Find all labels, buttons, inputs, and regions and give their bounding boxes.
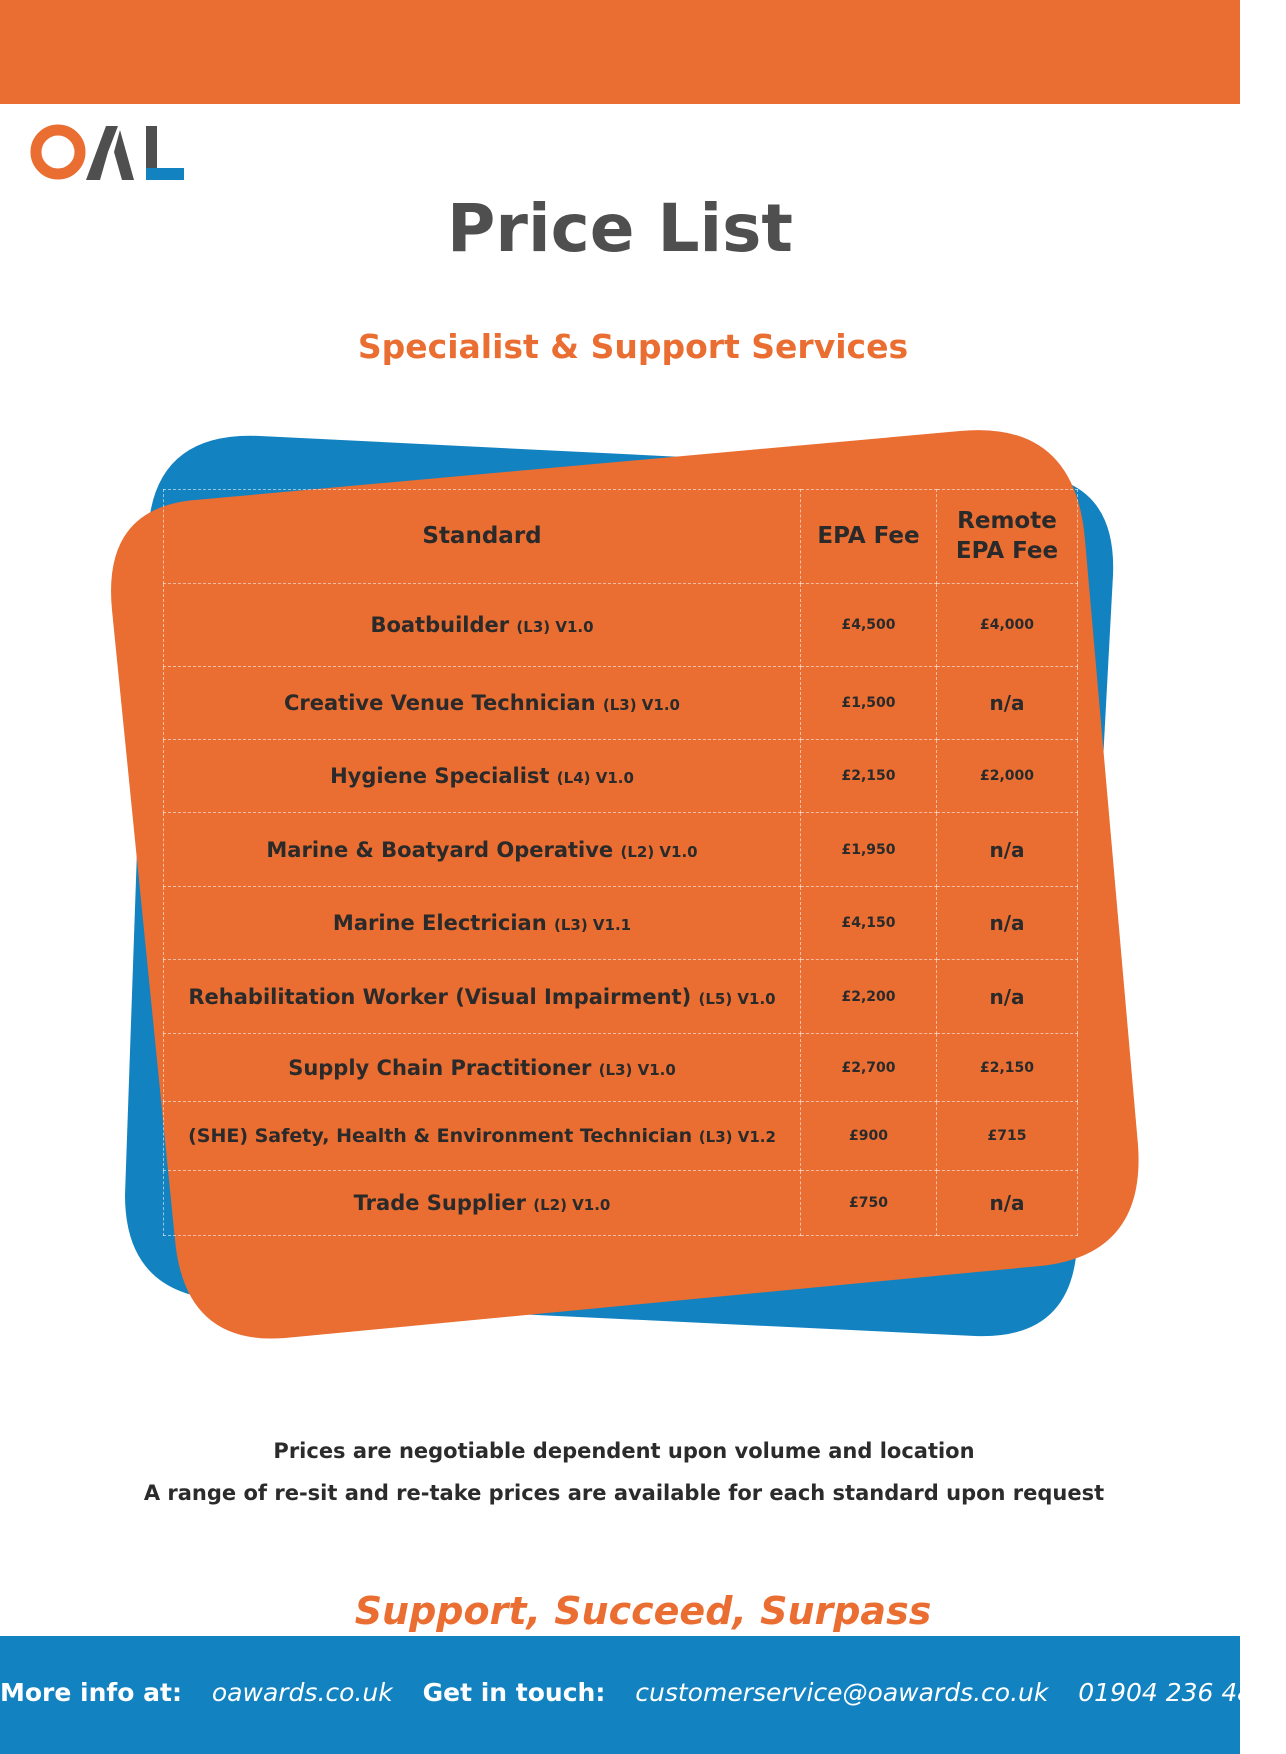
standard-name: Hygiene Specialist bbox=[330, 764, 550, 788]
table-row bbox=[164, 667, 1078, 740]
epa-fee-cell: £4,150 bbox=[801, 887, 937, 960]
table-row bbox=[164, 584, 1078, 667]
standard-cell bbox=[164, 1102, 801, 1171]
standard-name: (SHE) Safety, Health & Environment Technician bbox=[188, 1125, 693, 1147]
remote-fee-cell: n/a bbox=[937, 887, 1078, 960]
footer-info-label: More info at: bbox=[0, 1678, 182, 1707]
standard-level: (L2) V1.0 bbox=[533, 1196, 611, 1214]
remote-fee-cell: n/a bbox=[937, 813, 1078, 887]
epa-fee-cell: £1,950 bbox=[801, 813, 937, 887]
remote-fee-cell: £715 bbox=[937, 1102, 1078, 1171]
table-row bbox=[164, 740, 1078, 813]
standard-level: (L4) V1.0 bbox=[556, 769, 634, 787]
epa-fee-cell: £750 bbox=[801, 1171, 937, 1236]
note-negotiable: Prices are negotiable dependent upon volume and location bbox=[273, 1439, 975, 1463]
standard-level: (L5) V1.0 bbox=[698, 989, 776, 1008]
footer-email-link[interactable]: customerservice@oawards.co.uk bbox=[635, 1678, 1049, 1707]
standard-name: Marine & Boatyard Operative bbox=[266, 837, 614, 862]
page-subtitle: Specialist & Support Services bbox=[357, 327, 909, 366]
epa-fee-cell: £4,500 bbox=[801, 584, 937, 667]
epa-fee-cell: £1,500 bbox=[801, 667, 937, 740]
standard-cell bbox=[164, 960, 801, 1034]
epa-fee-cell: £2,700 bbox=[801, 1034, 937, 1102]
standard-cell bbox=[164, 740, 801, 813]
standard-cell bbox=[164, 1034, 801, 1102]
footer-contact-label: Get in touch: bbox=[422, 1678, 606, 1707]
standard-cell bbox=[164, 813, 801, 887]
remote-fee-cell: n/a bbox=[937, 1171, 1078, 1236]
standard-name: Trade Supplier bbox=[353, 1191, 526, 1215]
remote-fee-cell: £4,000 bbox=[937, 584, 1078, 667]
column-header-epa-fee: EPA Fee bbox=[801, 490, 937, 584]
footer-phone[interactable]: 01904 236 483 bbox=[1078, 1678, 1270, 1707]
standard-level: (L2) V1.0 bbox=[620, 842, 698, 861]
standard-name: Supply Chain Practitioner bbox=[288, 1055, 592, 1080]
table-header-row bbox=[164, 490, 1078, 584]
standard-cell bbox=[164, 667, 801, 740]
standard-cell bbox=[164, 584, 801, 667]
standard-level: (L3) V1.2 bbox=[698, 1128, 776, 1146]
epa-fee-cell: £900 bbox=[801, 1102, 937, 1171]
note-resit: A range of re-sit and re-take prices are available for each standard upon request bbox=[143, 1481, 1105, 1505]
table-row bbox=[164, 1034, 1078, 1102]
footer-contact-line bbox=[0, 1678, 1270, 1707]
standard-level: (L3) V1.1 bbox=[553, 916, 632, 934]
remote-fee-cell: n/a bbox=[937, 667, 1078, 740]
standard-name: Boatbuilder bbox=[370, 613, 510, 637]
price-table bbox=[163, 489, 1078, 1236]
footer-banner bbox=[0, 1636, 1270, 1754]
standard-cell bbox=[164, 887, 801, 960]
standard-level: (L3) V1.0 bbox=[602, 696, 680, 714]
epa-fee-cell: £2,150 bbox=[801, 740, 937, 813]
remote-fee-cell: £2,000 bbox=[937, 740, 1078, 813]
remote-fee-cell: £2,150 bbox=[937, 1034, 1078, 1102]
epa-fee-cell: £2,200 bbox=[801, 960, 937, 1034]
remote-fee-cell: n/a bbox=[937, 960, 1078, 1034]
table-row bbox=[164, 960, 1078, 1034]
standard-name: Creative Venue Technician bbox=[284, 691, 596, 715]
standard-name: Marine Electrician bbox=[332, 911, 547, 935]
pricing-notes bbox=[0, 1436, 1248, 1520]
column-header-remote-epa-fee: Remote EPA Fee bbox=[937, 490, 1078, 584]
standard-level: (L3) V1.0 bbox=[516, 618, 594, 636]
table-row bbox=[164, 887, 1078, 960]
column-header-standard: Standard bbox=[164, 490, 801, 584]
standard-cell bbox=[164, 1171, 801, 1236]
page-title: Price List bbox=[447, 190, 793, 267]
standard-name: Rehabilitation Worker (Visual Impairment) bbox=[188, 984, 692, 1009]
tagline: Support, Succeed, Surpass bbox=[354, 1589, 932, 1633]
table-row bbox=[164, 1171, 1078, 1236]
table-row bbox=[164, 813, 1078, 887]
table-row bbox=[164, 1102, 1078, 1171]
standard-level: (L3) V1.0 bbox=[598, 1060, 676, 1079]
footer-website-link[interactable]: oawards.co.uk bbox=[211, 1678, 393, 1707]
